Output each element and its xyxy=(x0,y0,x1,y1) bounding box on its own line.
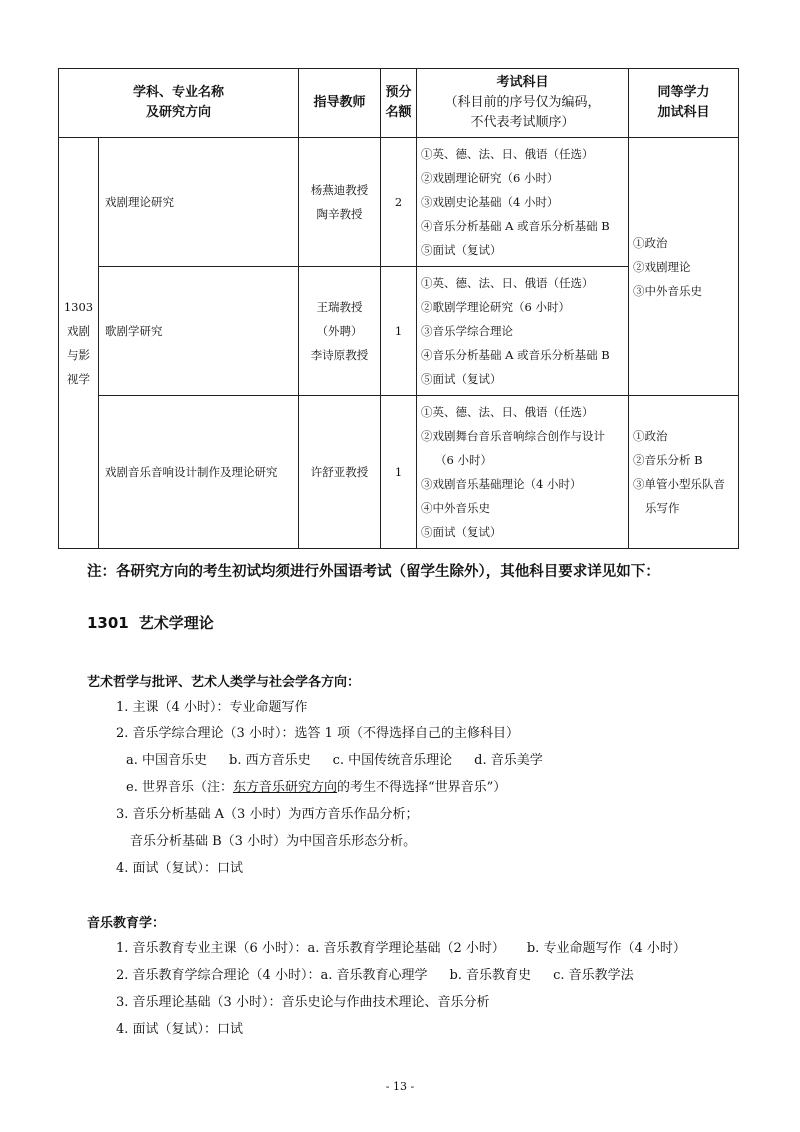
table-row xyxy=(59,396,739,549)
major-cell: 1303 戏剧 与影 视学 xyxy=(59,138,99,549)
option-line: a. 中国音乐史 b. 西方音乐史 c. 中国传统音乐理论 d. 音乐美学 xyxy=(126,753,543,768)
quota-cell: 1 xyxy=(381,267,417,396)
requirement-line: 2. 音乐学综合理论（3 小时）：选答 1 项（不得选择自己的主修科目） xyxy=(116,726,519,741)
requirement-line: 4. 面试（复试）：口试 xyxy=(116,861,244,876)
requirement-line: 音乐分析基础 B（3 小时）为中国音乐形态分析。 xyxy=(130,834,417,849)
exams-cell: ①英、德、法、日、俄语（任选） ②戏剧理论研究（6 小时） ③戏剧史论基础（4 小时） ④音乐分析基础 A 或音乐分析基础 B ⑤面试（复试） xyxy=(417,138,629,267)
section-heading xyxy=(87,612,214,633)
requirement-line: 4. 面试（复试）：口试 xyxy=(116,1022,244,1037)
subsection-heading: 艺术哲学与批评、艺术人类学与社会学各方向： xyxy=(87,675,361,690)
requirement-line: 2. 音乐教育学综合理论（4 小时）：a. 音乐教育心理学 b. 音乐教育史 c. 音乐教学法 xyxy=(116,968,634,983)
requirement-line: 1. 音乐教育专业主课（6 小时）：a. 音乐教育学理论基础（2 小时） b. 专业命题写作（4 小时） xyxy=(116,941,686,956)
quota-cell: 2 xyxy=(381,138,417,267)
option-line: e. 世界音乐（注：东方音乐研究方向的考生不得选择“世界音乐”） xyxy=(126,780,507,795)
extra-exams-cell: ①政治 ②音乐分析 B ③单管小型乐队音 乐写作 xyxy=(629,396,739,549)
header-extra: 同等学力 加试科目 xyxy=(629,69,739,138)
table-row xyxy=(59,138,739,267)
header-advisor: 指导教师 xyxy=(299,69,381,138)
direction-cell: 戏剧理论研究 xyxy=(99,138,299,267)
quota-cell: 1 xyxy=(381,396,417,549)
header-quota: 预分 名额 xyxy=(381,69,417,138)
direction-cell: 歌剧学研究 xyxy=(99,267,299,396)
direction-cell: 戏剧音乐音响设计制作及理论研究 xyxy=(99,396,299,549)
table-header-row xyxy=(59,69,739,138)
requirement-line: 1. 主课（4 小时）：专业命题写作 xyxy=(116,700,308,715)
exam-note: 注：各研究方向的考生初试均须进行外国语考试（留学生除外），其他科目要求详见如下： xyxy=(87,564,660,580)
advisor-cell: 杨燕迪教授 陶辛教授 xyxy=(299,138,381,267)
program-table xyxy=(58,68,739,549)
page-number: - 13 - xyxy=(385,1080,415,1093)
exams-cell: ①英、德、法、日、俄语（任选） ②歌剧学理论研究（6 小时） ③音乐学综合理论 ④音乐分析基础 A 或音乐分析基础 B ⑤面试（复试） xyxy=(417,267,629,396)
exams-cell: ①英、德、法、日、俄语（任选） ②戏剧舞台音乐音响综合创作与设计 （6 小时） ③戏剧音乐基础理论（4 小时） ④中外音乐史 ⑤面试（复试） xyxy=(417,396,629,549)
section-code: 1301 xyxy=(87,614,129,632)
advisor-cell: 王瑞教授 （外聘） 李诗原教授 xyxy=(299,267,381,396)
subsection-heading: 音乐教育学： xyxy=(87,916,166,931)
advisor-cell: 许舒亚教授 xyxy=(299,396,381,549)
requirement-line: 3. 音乐分析基础 A（3 小时）为西方音乐作品分析； xyxy=(116,807,419,822)
header-exams: 考试科目 （科目前的序号仅为编码， 不代表考试顺序） xyxy=(417,69,629,138)
extra-exams-cell: ①政治 ②戏剧理论 ③中外音乐史 xyxy=(629,138,739,396)
requirement-line: 3. 音乐理论基础（3 小时）：音乐史论与作曲技术理论、音乐分析 xyxy=(116,995,490,1010)
underlined-direction: 东方音乐研究方向 xyxy=(232,780,337,795)
section-name: 艺术学理论 xyxy=(138,614,214,632)
header-major: 学科、专业名称 及研究方向 xyxy=(59,69,299,138)
